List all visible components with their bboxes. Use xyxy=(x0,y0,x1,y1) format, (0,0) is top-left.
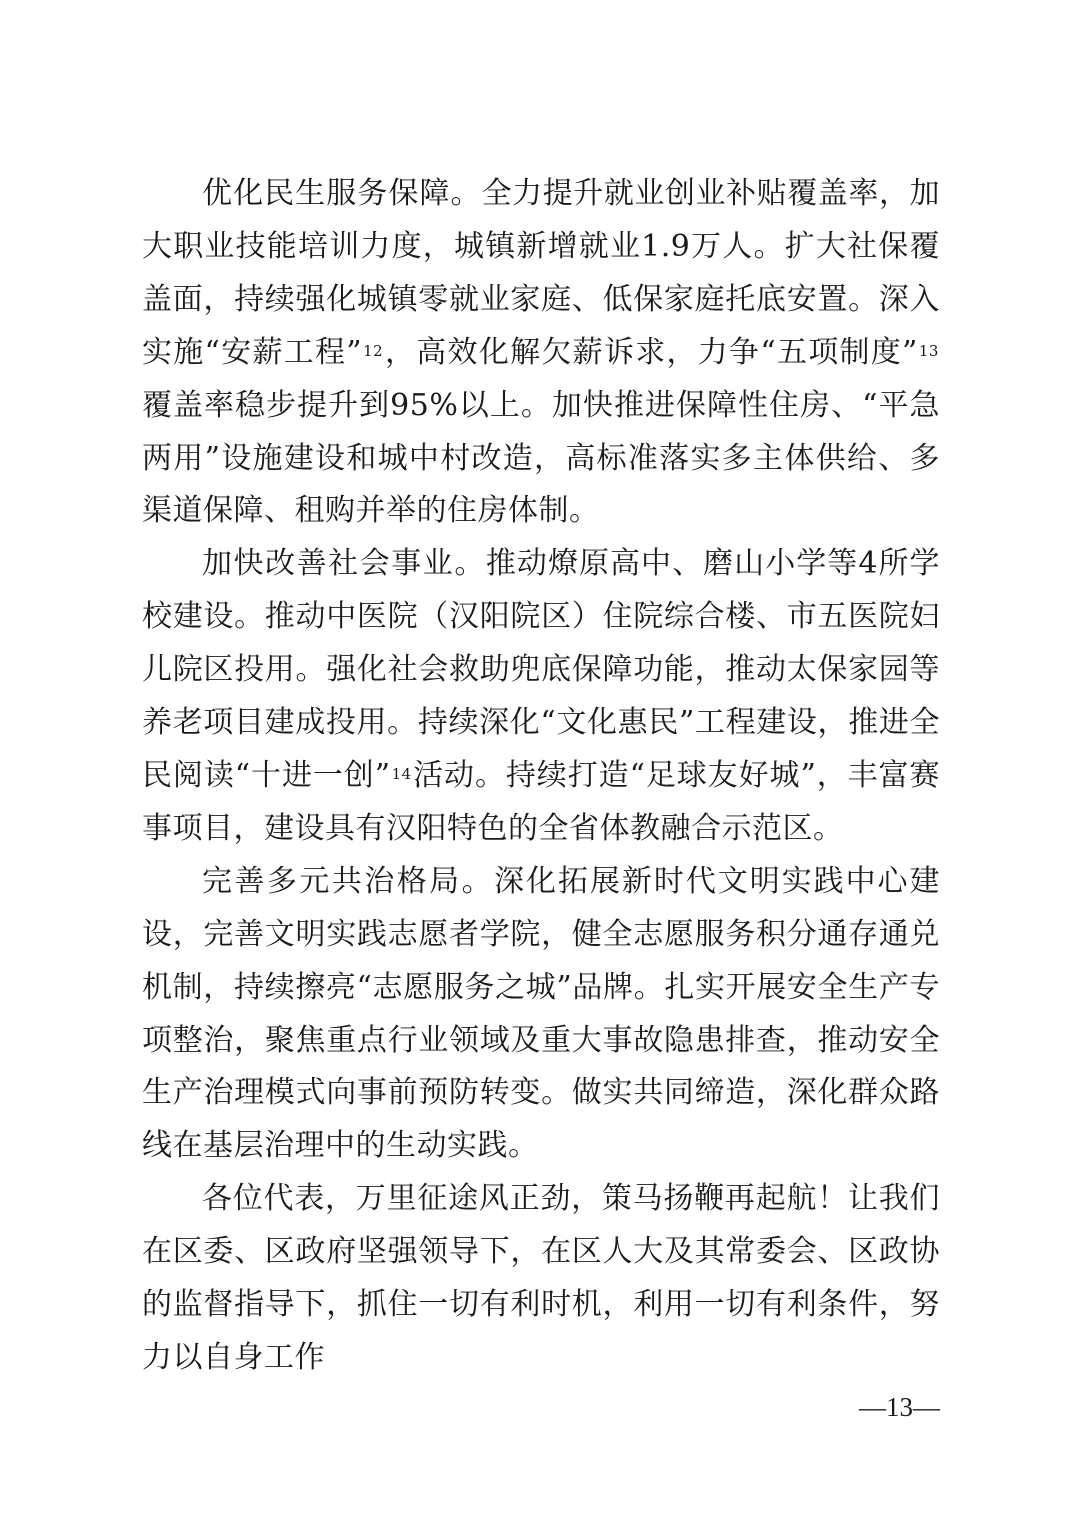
page-number: —13— xyxy=(859,1392,940,1422)
paragraph-text: 深化拓展新时代文明实践中心建设，完善文明实践志愿者学院，健全志愿服务积分通存通兑机制，持续擦亮“志愿服务之城”品牌。扎实开展安全生产专项整治，聚焦重点行业领域及重大事故隐患排查，推动安全生产治理模式向事前预防转变。做实共同缔造，深化群众路线在基层治理中的生动实践。 xyxy=(142,863,941,1164)
paragraph-closing xyxy=(142,1173,940,1385)
document-body xyxy=(142,168,940,1385)
paragraph-text: 各位代表，万里征途风正劲，策马扬鞭再起航！让我们在区委、区政府坚强领导下，在区人大及其常委会、区政协的监督指导下，抓住一切有利时机，利用一切有利条件，努力以自身工作 xyxy=(142,1181,940,1375)
paragraph-text: ，高效化解欠薪诉求，力争“五项制度” xyxy=(384,334,918,370)
paragraph-text: 全力提升就业创业补贴覆盖率，加大职业技能培训力度，城镇新增就业1.9万人。扩大社保覆盖面，持续强化城镇零就业家庭、低保家庭托底安置。深入实施“安薪工程” xyxy=(142,176,941,370)
paragraph-text: 推动燎原高中、磨山小学等4所学校建设。推动中医院（汉阳院区）住院综合楼、市五医院妇儿院区投用。强化社会救助兜底保障功能，推动太保家园等养老项目建成投用。持续深化“文化惠民”工程建设，推进全民阅读“十进一创” xyxy=(142,546,940,793)
footnote-ref: 14 xyxy=(391,764,412,783)
paragraph-text: 覆盖率稳步提升到95%以上。加快推进保障性住房、“平急两用”设施建设和城中村改造，高标准落实多主体供给、多渠道保障、租购并举的住房体制。 xyxy=(142,387,940,529)
footnote-ref: 13 xyxy=(918,341,939,360)
paragraph-social xyxy=(142,538,940,855)
paragraph-lead: 完善多元共治格局。 xyxy=(202,863,495,899)
paragraph-text: 活动。持续打造“足球友好城”，丰富赛事项目，建设具有汉阳特色的全省体教融合示范区。 xyxy=(142,757,940,846)
paragraph-livelihood xyxy=(142,168,940,538)
footnote-ref: 12 xyxy=(363,341,384,360)
paragraph-lead: 加快改善社会事业。 xyxy=(202,546,486,582)
paragraph-governance xyxy=(142,856,940,1173)
paragraph-lead: 优化民生服务保障。 xyxy=(202,176,482,211)
